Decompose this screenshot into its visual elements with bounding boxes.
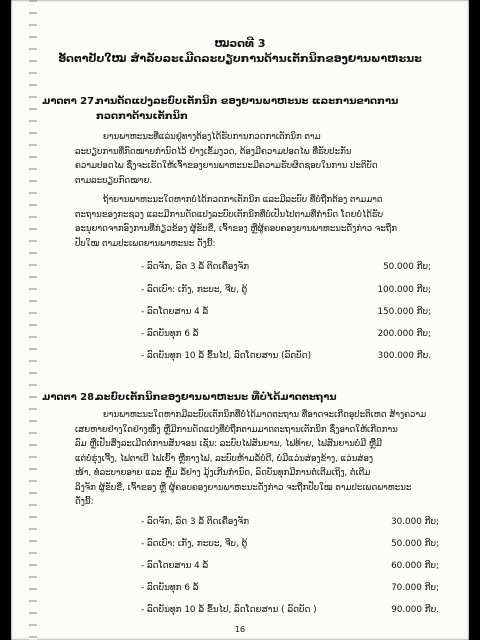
paragraph-line: ລະບຽບການທີ່ກົດໝາຍກໍານົດໄວ້ ຢ່າງເຂັ້ມງວດ, ຕ້ອງມີຄວາມປອດໄພ ທີ່ຮັບປະກັນ [75,146,352,157]
fine-row [141,583,441,595]
article-28-title: ລະບົບເຕັກນິກຂອງຍານພາຫະນະ ທີ່ບໍ່ໄດ້ມາດຕະຖານ [96,392,337,403]
fine-vehicle-type: - ລົດບັນທຸກ 10 ລໍ້ ຂຶ້ນໄປ, ລົດໂດຍສານ ( ລົດບັດ ) [141,605,317,615]
fine-row [141,351,441,363]
fine-amount: 150.000 ກີບ; [377,307,431,317]
fine-row [141,285,441,297]
fine-row [141,517,441,529]
fine-vehicle-type: - ລົດຈັກ, ລົດ 3 ລໍ້ ຕິດເຄື່ອງຈັກ [141,517,250,527]
fine-amount: 90.000 ກີບ. [391,605,439,615]
fine-vehicle-type: - ລົດບັນທຸກ 6 ລໍ້ [141,329,199,339]
fine-amount: 200.000 ກີບ; [377,329,431,339]
fine-amount: 70.000 ກີບ; [391,583,439,593]
paragraph-line: ແຕ່ບໍ່ຮຸ່ງເຈີ້ງ, ໄຟຕາເບີ ໄຟເຍົ້າ ຫຼືກາງໄຟ, ລະບົບຫ້າມລໍ້ບໍ່ດີ, ບໍ່ມີແວ່ນສ່ອງຂ້າງ, ແວ່ນສ່ອງ [75,453,374,464]
chapter-subtitle: ອັດຕາປັບໃໝ ສໍາລັບລະເມີດລະບຽບການດ້ານເຕັກນິກຂອງຍານພາຫະນະ [58,52,422,65]
paragraph-line: ຍານພາຫະນະໃດຫາກມີລະບົບເຕັກນິກທີ່ບໍ່ໄດ້ມາດຕະຖານ ທີ່ອາດຈະເກີດອຸປະຕິເຫດ ສ້າງຄວາມ [103,410,427,420]
page-number: 16 [234,625,246,634]
document-page [11,0,469,640]
fine-vehicle-type: - ລົດຈັກ, ລົດ 3 ລໍ້ ຕິດເຄື່ອງຈັກ [141,262,250,272]
fine-amount: 50.000 ກີບ; [383,262,431,272]
fine-vehicle-type: - ລົດເບົາ: ເກັງ, ກະບະ, ຈີບ, ຕູ້ [141,539,248,549]
article-28-paragraph-1 [75,408,455,510]
fine-amount: 30.000 ກີບ; [391,517,439,527]
fine-vehicle-type: - ລົດໂດຍສານ 4 ລໍ້ [141,307,209,317]
article-27-paragraph-1 [75,130,455,188]
fine-vehicle-type: - ລົດບັນທຸກ 10 ລໍ້ ຂຶ້ນໄປ, ລົດໂດຍສານ (ລົດບັດ) [141,351,311,361]
fine-vehicle-type: - ລົດເບົາ: ເກັງ, ກະບະ, ຈີບ, ຕູ້ [141,285,248,295]
paragraph-line: ຖ້າຍານພາຫະນະໃດຫາກບໍ່ໄດ້ກວດກາເຕັກນິກ ແລະມີລະບົບ ທີ່ບໍ່ຖືກຕ້ອງ ຕາມມາດ [103,195,383,205]
fine-row [141,329,441,341]
fine-row [141,539,441,551]
spiral-binding [29,0,37,640]
fine-row [141,561,441,573]
article-27-heading [42,96,398,107]
paragraph-line: ໜ້າ, ທໍ່ລະບາຍອາຍ ແລະ ຫຼົ້ມ ລໍ້ຢາງ ມຸ້ງເກີນກໍານົດ, ລົດບັນທຸກມີການຕໍ່ເຕີມເຖິງ, ຕໍ່ເຕີມ [75,468,371,478]
paragraph-line: ປັບໃໝ ຕາມປະເພດຍານພາຫະນະ ດັ່ງນີ້: [75,238,216,249]
fine-vehicle-type: - ລົດໂດຍສານ 4 ລໍ້ [141,561,209,571]
paragraph-line: ຄວາມປອດໄພ ຊຶ່ງຈະເຮັດໃຫ້ເຈົ້າຂອງຍານພາຫະນະມີຄວາມຮັບຜິດຊອບໃນການ ປະຕິບັດ [75,161,378,171]
article-27-paragraph-2 [75,193,455,251]
fine-vehicle-type: - ລົດບັນທຸກ 6 ລໍ້ [141,583,199,593]
paragraph-line: ຍານພາຫະນະທີ່ແລ່ນຢູ່ທາງຕ້ອງໄດ້ຮັບການກວດກາເຕັກນິກ ຕາມ [103,132,321,142]
fine-amount: 300.000 ກີບ. [377,351,431,361]
fine-row [141,605,441,617]
paragraph-line: ເສຍຫາຍຢ່າງໃດຢ່າງໜຶ່ງ ຫຼືມີການດັດແປງທີ່ບໍ່ຖືກຕາມມາດຕະຖານເຕັກນິກ ຊຶ່ງອາດໃຫ້ເກີດການ [75,424,398,435]
paragraph-line: ຕະຖານຂອງກະຊວງ ແລະມີການດັດແປງລະບົບເຕັກນິກທີ່ບໍ່ເປັນໄປຕາມທີ່ກໍານົດ ໂດຍບໍ່ໄດ້ຮັບ [75,209,384,220]
fine-amount: 100.000 ກີບ; [377,285,431,295]
paragraph-line: ລິງຈັກ ຜູ້ຂັບຂີ່, ເຈົ້າຂອງ ຫຼື ຜູ້ຄອບຄອງຍານພາຫະນະດັ່ງກ່າວ ຈະຖືກປັບໃໝ ຕາມປະເພດພາຫະນະ [75,482,412,493]
fine-amount: 60.000 ກີບ; [391,561,439,571]
article-27-subtitle: ກວດກາດ້ານເຕັກນິກ [96,111,188,122]
article-28-heading [42,392,337,403]
article-28-number: ມາດຕາ 28. [42,392,98,403]
article-27-title: ການດັດແປງລະບົບເຕັກນິກ ຂອງຍານພາຫະນະ ແລະການຂາດການ [96,96,399,107]
fine-row [141,262,441,274]
chapter-title: ໝວດທີ 3 [214,37,266,50]
paragraph-line: ລົມ ຫຼືເປັນສິ່ງລະເມີດຕໍ່ການສັນຈອນ ເຊັ່ນ: ລະບົບໄຟສັນຍານ, ໄຟທ້າຍ, ໄຟສັນຍານບໍ່ມີ ຫຼືມີ [75,439,382,449]
paragraph-line: ດັ່ງນີ້: [75,497,94,507]
fine-amount: 50.000 ກີບ; [391,539,439,549]
fine-row [141,307,441,319]
paragraph-line: ຕາມລະບຽບກົດໝາຍ. [75,175,153,186]
article-27-number: ມາດຕາ 27. [42,96,98,107]
paragraph-line: ອະນຸຍາດຈາກອົງການທີ່ກ່ຽວຂ້ອງ ຜູ້ຂັບຂີ່, ເຈົ້າຂອງ ຫຼືຜູ້ຄອບຄອງຍານພາຫະນະດັ່ງກ່າວ ຈະຖືກ [75,224,397,234]
